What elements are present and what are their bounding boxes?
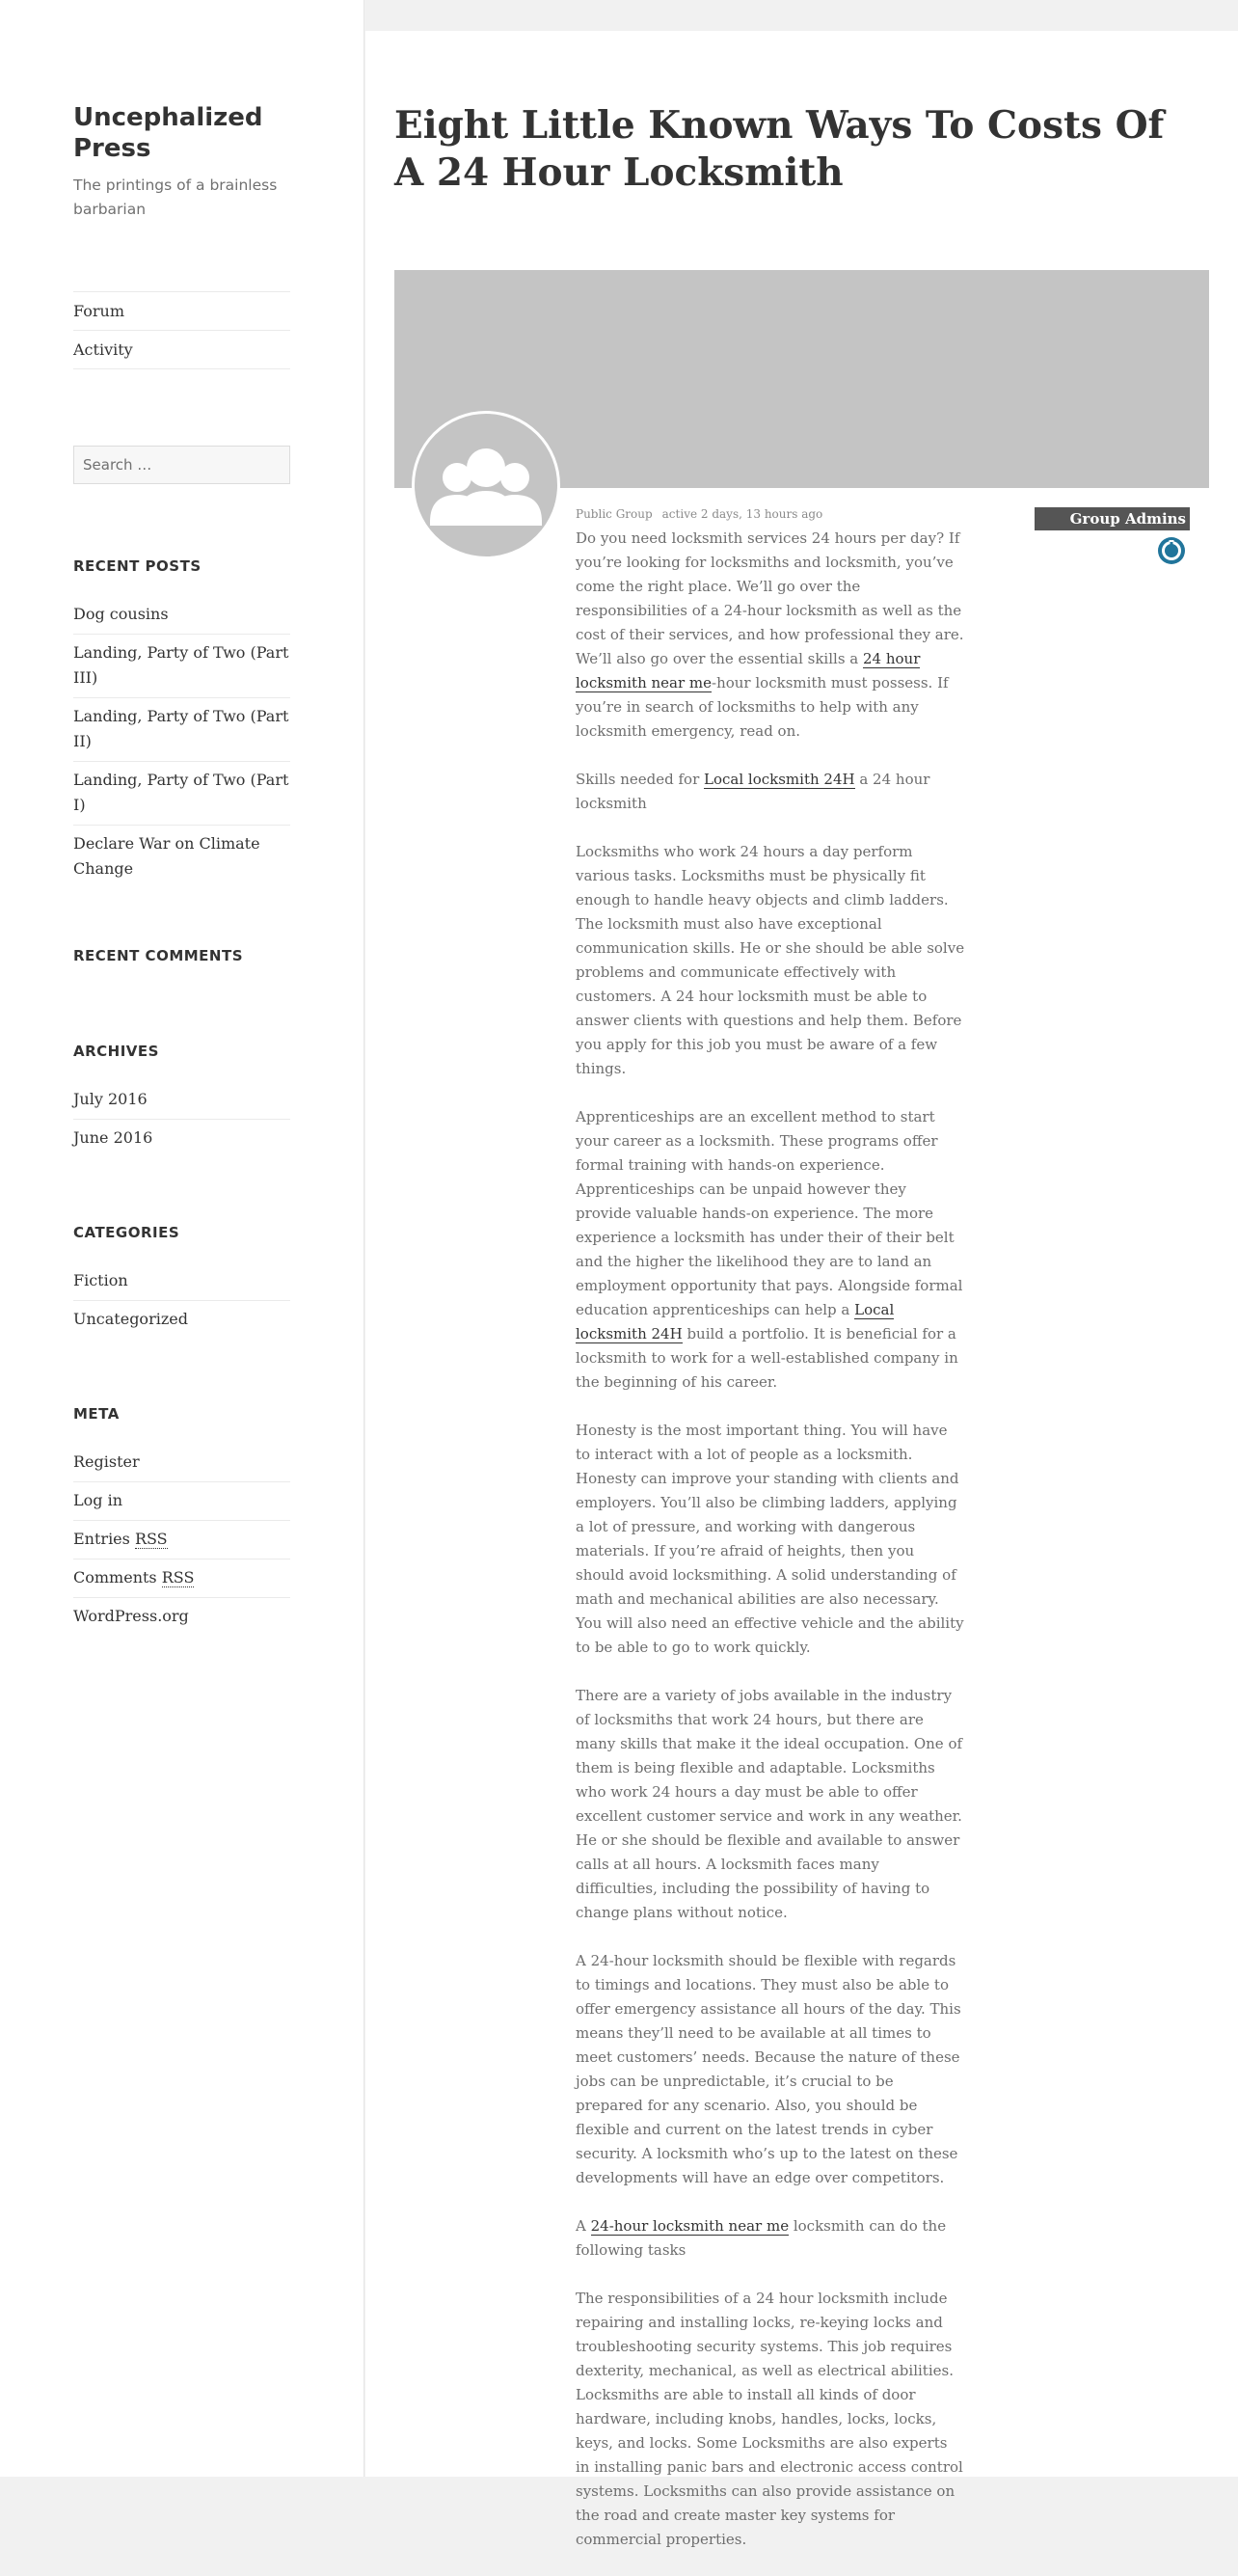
paragraph: A 24-hour locksmith near me locksmith can do the following tasks <box>576 2217 947 2259</box>
paragraph: Skills needed for Local locksmith 24H a 24 hour locksmith <box>576 771 930 812</box>
archive-link[interactable]: June 2016 <box>73 1128 153 1147</box>
recent-post-link[interactable]: Declare War on Climate Change <box>73 834 260 878</box>
meta-heading: META <box>73 1405 120 1423</box>
local-locksmith-link[interactable]: Local locksmith 24H <box>576 1301 895 1342</box>
group-meta <box>576 507 822 521</box>
site-title[interactable]: Uncephalized Press <box>73 103 263 163</box>
paragraph: Do you need locksmith services 24 hours per day? If you’re looking for locksmiths and locksmith, you’ve come the right place. We’ll go over the responsibilities of a 24-hour locksmith as well as the cost of their services, and how professional they are. We’ll also go over the essential skills a 24 hour locksmith near me-hour locksmith must possess. If you’re in search of locksmiths to help with any locksmith emergency, read on. <box>576 529 964 740</box>
comments-rss-label: Comments <box>73 1568 157 1586</box>
local-locksmith-link[interactable]: Local locksmith 24H <box>704 771 855 788</box>
group-icon <box>415 414 557 556</box>
paragraph: There are a variety of jobs available in the industry of locksmiths that work 24 hours, but there are many skills that make it the ideal occupation. One of them is being flexible and adaptable. Locksmiths who work 24 hours a day must be able to offer excellent customer service and work in any weather. He or she should be flexible and available to answer calls at all hours. A locksmith faces many difficulties, including the possibility of having to change plans without notice. <box>576 1687 963 1921</box>
post-content <box>576 527 965 2576</box>
archives-heading: ARCHIVES <box>73 1043 159 1060</box>
menu-item-forum[interactable]: Forum <box>73 292 290 331</box>
archives-list <box>73 1081 290 1157</box>
locksmith-near-me-link[interactable]: 24-hour locksmith near me <box>590 2217 790 2235</box>
group-avatar[interactable] <box>412 411 560 559</box>
locksmith-near-me-link[interactable]: 24 hour locksmith near me <box>576 650 921 691</box>
recent-posts-heading: RECENT POSTS <box>73 557 202 575</box>
comments-rss-link[interactable] <box>73 1559 290 1598</box>
main-content <box>365 31 1238 2548</box>
categories-list <box>73 1262 290 1339</box>
entries-rss-label: Entries <box>73 1530 130 1548</box>
wordpress-link[interactable]: WordPress.org <box>73 1607 189 1625</box>
rss-abbr: RSS <box>134 1530 168 1548</box>
paragraph: A 24-hour locksmith should be flexible with regards to timings and locations. They must also be able to offer emergency assistance all hours of the day. This means they’ll need to be available at all times to meet customers’ needs. Because the nature of these jobs can be unpredictable, it’s crucial to be prepared for any scenario. Also, you should be flexible and current on the latest trends in cyber security. A locksmith who’s up to the latest on these developments will have an edge over competitors. <box>576 1952 961 2186</box>
group-type: Public Group <box>576 507 653 521</box>
login-link[interactable]: Log in <box>73 1482 290 1521</box>
group-admins-label: Group Admins <box>1035 507 1190 530</box>
meta-list <box>73 1444 290 1636</box>
paragraph: Apprenticeships are an excellent method to start your career as a locksmith. These programs offer formal training with hands-on experience. Apprenticeships can be unpaid however they provide valuable hands-on experience. The more experience a locksmith has under their of their belt and the higher the likelihood they are to land an employment opportunity that pays. Alongside formal education apprenticeships can help a Local locksmith 24H build a portfolio. It is beneficial for a locksmith to work for a well-established company in the beginning of his career. <box>576 1108 963 1391</box>
category-link[interactable]: Fiction <box>73 1262 290 1301</box>
register-link[interactable]: Register <box>73 1444 290 1482</box>
site-description: The printings of a brainless barbarian <box>73 176 278 218</box>
recent-post-link[interactable]: Landing, Party of Two (Part III) <box>73 635 290 698</box>
main-menu <box>73 291 290 369</box>
menu-item-activity[interactable]: Activity <box>73 331 290 369</box>
page-title: Eight Little Known Ways To Costs Of A 24 Hour Locksmith <box>394 103 1165 195</box>
category-link[interactable]: Uncategorized <box>73 1310 188 1328</box>
last-active: active 2 days, 13 hours ago <box>661 507 823 521</box>
rss-abbr: RSS <box>161 1568 195 1586</box>
paragraph: Honesty is the most important thing. You will have to interact with a lot of people as a locksmith. Honesty can improve your standing with clients and employers. You’ll also be climbing ladders, applying a lot of pressure, and working with dangerous materials. If you’re afraid of heights, then you should avoid locksmithing. A solid understanding of math and mechanical abilities are also necessary. You will also need an effective vehicle and the ability to be able to go to work quickly. <box>576 1422 964 1656</box>
archive-link[interactable]: July 2016 <box>73 1081 290 1120</box>
recent-posts-list <box>73 596 290 888</box>
recent-comments-heading: RECENT COMMENTS <box>73 947 244 964</box>
recent-post-link[interactable]: Landing, Party of Two (Part I) <box>73 762 290 826</box>
admin-avatar-icon[interactable] <box>1157 536 1186 565</box>
paragraph: The responsibilities of a 24 hour locksmith include repairing and installing locks, re-keying locks and troubleshooting security systems. This job requires dexterity, mechanical, as well as electrical abilities. Locksmiths are able to install all kinds of door hardware, including knobs, handles, locks, locks, keys, and locks. Some Locksmiths are also experts in installing panic bars and electronic access control systems. Locksmiths can also provide assistance on the road and create master key systems for commercial properties. <box>576 2290 963 2548</box>
entries-rss-link[interactable] <box>73 1521 290 1559</box>
sidebar <box>0 0 364 2477</box>
recent-post-link[interactable]: Landing, Party of Two (Part II) <box>73 698 290 762</box>
categories-heading: CATEGORIES <box>73 1224 180 1241</box>
paragraph: Locksmiths who work 24 hours a day perform various tasks. Locksmiths must be physically fit enough to handle heavy objects and climb ladders. The locksmith must also have exceptional communication skills. He or she should be able solve problems and communicate effectively with customers. A 24 hour locksmith must be able to answer clients with questions and help them. Before you apply for this job you must be aware of a few things. <box>576 843 965 1077</box>
recent-post-link[interactable]: Dog cousins <box>73 596 290 635</box>
search-input[interactable]: Search … <box>73 446 290 484</box>
